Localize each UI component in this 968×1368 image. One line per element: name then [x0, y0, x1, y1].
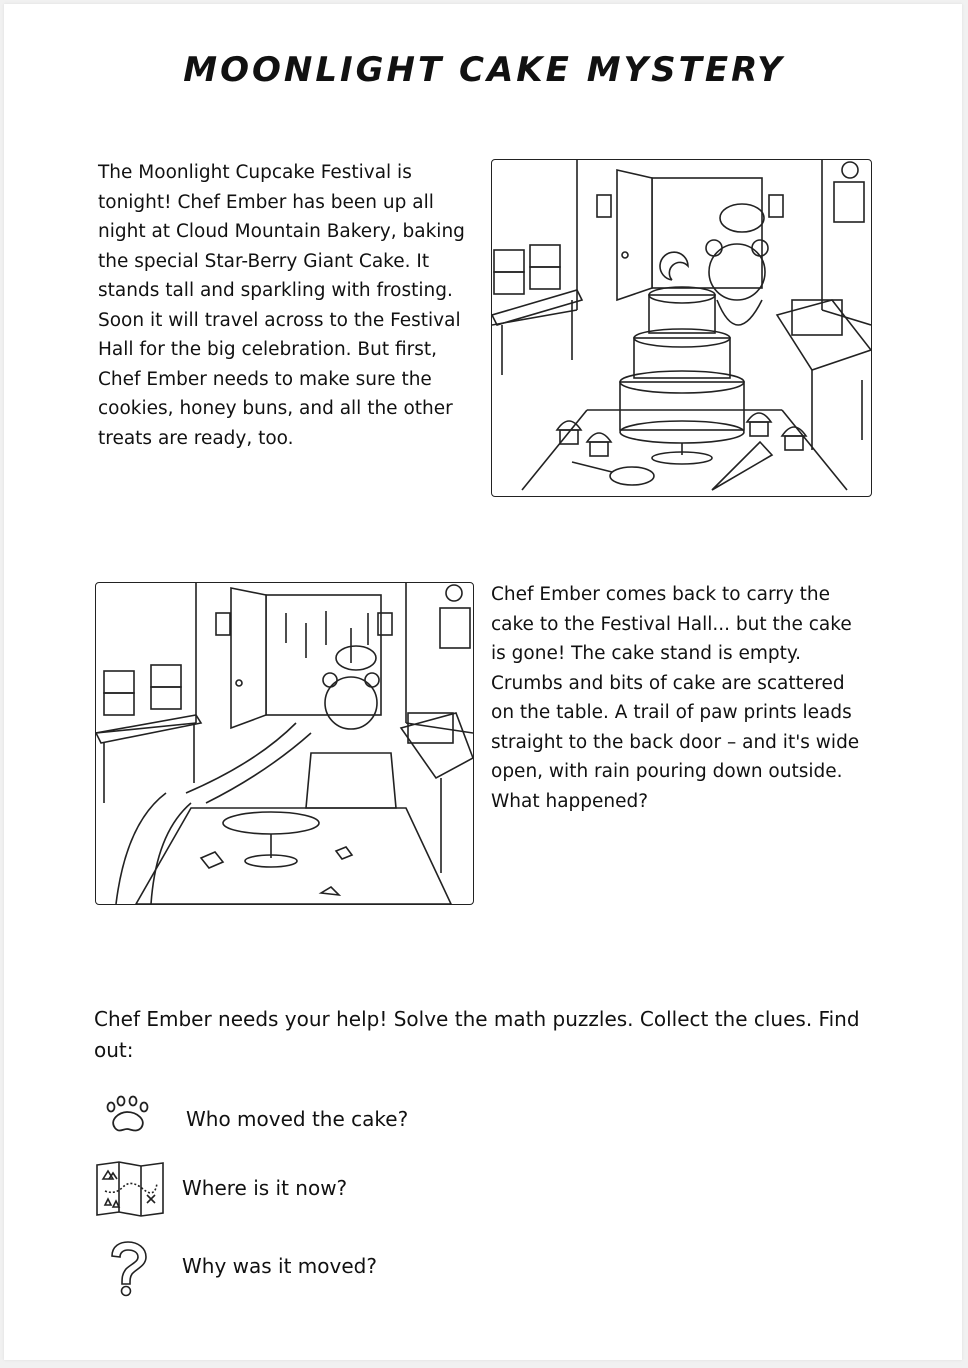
discovery-paragraph: Chef Ember comes back to carry the cake to the Festival Hall... but the cake is gone! The cake stand is empty. Crumbs and bits of cake are scattered on the table. A trail of paw prints leads straight to the back door – and it's wide open, with rain pouring down outside. What happened?: [491, 584, 860, 812]
intro-paragraph: The Moonlight Cupcake Festival is tonight! Chef Ember has been up all night at Cloud Mountain Bakery, baking the special Star-Berry Giant Cake. It stands tall and sparkling with frosting. Soon it will travel across to the Festival Hall for the big celebration. But first, Chef Ember needs to make sure the cookies, honey buns, and all the other treats are ready, too.: [98, 162, 465, 449]
bakery-cake-illustration: [491, 159, 872, 497]
question-why: Why was it moved?: [182, 1254, 377, 1278]
call-to-action: Chef Ember needs your help! Solve the math puzzles. Collect the clues. Find out:: [94, 1007, 860, 1062]
question-who: Who moved the cake?: [186, 1107, 409, 1131]
paw-print-icon: [103, 1094, 153, 1140]
treasure-map-icon: [95, 1161, 165, 1221]
question-mark-icon: [106, 1240, 150, 1302]
empty-stand-illustration: [95, 582, 474, 905]
page-title: MOONLIGHT CAKE MYSTERY: [183, 50, 785, 90]
question-where: Where is it now?: [182, 1176, 348, 1200]
